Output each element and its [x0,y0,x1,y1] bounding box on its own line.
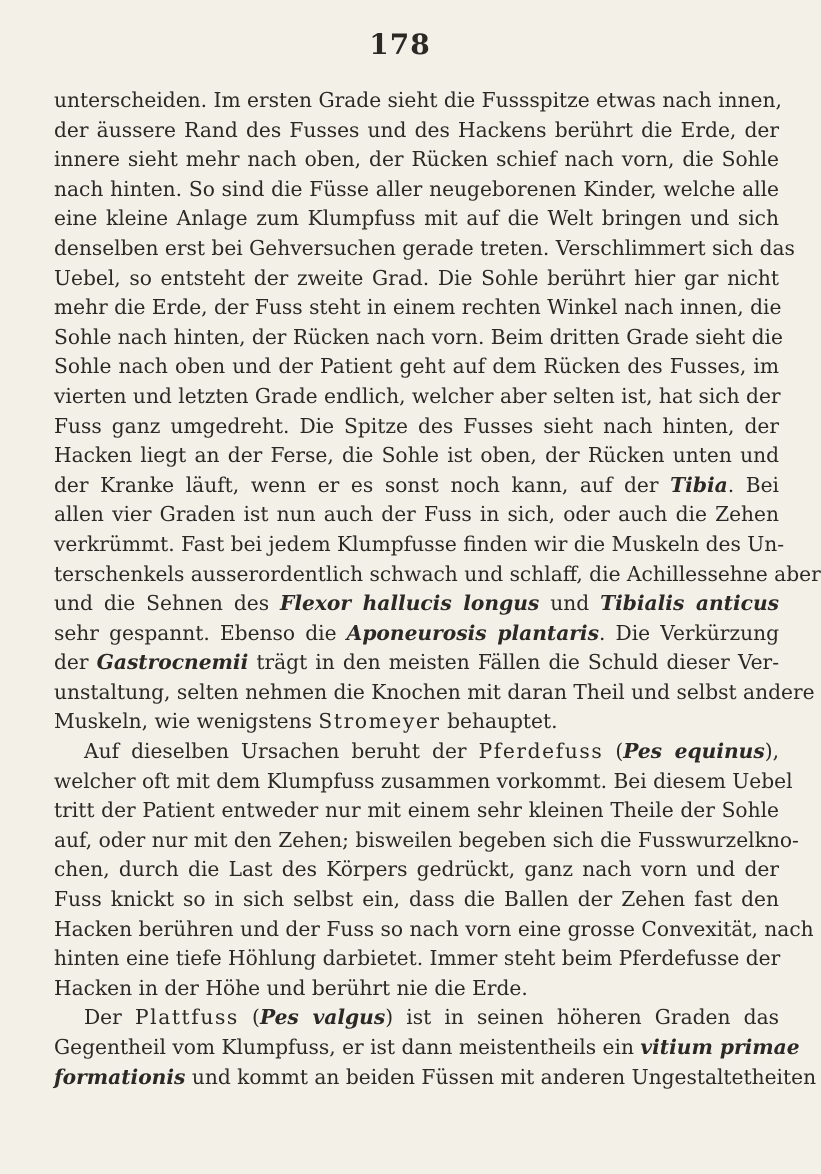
text-line [54,885,779,915]
text-line [54,175,779,205]
text-run: ( [603,739,624,764]
text-run: vierten und letzten Grade endlich, welcher aber selten ist, hat sich der [54,383,781,408]
text-line [54,678,815,708]
text-run: . Bei [727,472,779,497]
text-line [54,619,779,649]
text-run: trägt in den meisten Fällen die Schuld dieser Ver- [248,650,780,675]
emphasized-term: Aponeurosis plantaris [346,620,599,645]
text-run: Uebel, so entsteht der zweite Grad. Die Sohle berührt hier gar nicht [54,265,779,290]
text-line [54,530,785,560]
text-line [54,204,779,234]
text-run: Gegentheil vom Klumpfuss, er ist dann meistentheils ein [54,1035,641,1059]
text-line [54,796,779,826]
text-run: tritt der Patient entweder nur mit einem sehr kleinen Theile der Sohle [54,798,779,823]
text-run: und kommt an beiden Füssen mit anderen Ungestaltetheiten [185,1064,817,1089]
emphasized-term: vitium primae [640,1035,800,1059]
text-run: terschenkels ausserordentlich schwach und schlaff, die Achillessehne aber [54,561,821,586]
text-line [54,1063,817,1093]
emphasized-term: Tibia [670,472,728,497]
text-line [54,855,779,885]
text-run: behauptet. [440,709,558,734]
text-run: chen, durch die Last des Körpers gedrückt, ganz nach vorn und der [54,857,779,882]
spaced-name: Pferdefuss [478,739,604,764]
text-run: unstaltung, selten nehmen die Knochen mit daran Theil und selbst andere [54,679,815,704]
text-run: welcher oft mit dem Klumpfuss zusammen vorkommt. Bei diesem Uebel [54,768,793,793]
text-run: Sohle nach hinten, der Rücken nach vorn. Beim dritten Grade sieht die [54,324,783,349]
text-run: nach hinten. So sind die Füsse aller neugeborenen Kinder, welche alle [54,176,779,201]
text-line [54,707,779,737]
text-run: denselben erst bei Gehversuchen gerade treten. Verschlimmert sich das [54,235,795,260]
text-line [54,826,799,856]
text-line [54,412,779,442]
text-line [54,86,782,116]
emphasized-term: Pes valgus [259,1005,386,1030]
text-line [54,560,821,590]
text-run: verkrümmt. Fast bei jedem Klumpfusse finden wir die Muskeln des Un- [54,531,785,556]
text-run: auf, oder nur mit den Zehen; bisweilen begeben sich die Fusswurzelkno- [54,827,799,852]
text-run: Sohle nach oben und der Patient geht auf dem Rücken des Fusses, im [54,354,779,379]
text-run: und [539,591,601,616]
page-number: 178 [369,28,431,61]
body-text [54,86,821,1092]
text-line [54,1003,779,1033]
text-line [54,589,779,619]
text-line [54,944,779,974]
text-line [54,234,795,264]
text-run: sehr gespannt. Ebenso die [54,620,347,645]
text-run: . Die Verkürzung [598,620,780,645]
text-line [54,648,779,678]
text-run: Hacken liegt an der Ferse, die Sohle ist oben, der Rücken unten und [54,443,779,468]
text-run: Hacken berühren und der Fuss so nach vorn eine grosse Convexität, nach [54,916,814,941]
text-run: mehr die Erde, der Fuss steht in einem rechten Winkel nach innen, die [54,295,782,320]
text-line [54,352,779,382]
text-line [54,145,779,175]
text-line [54,382,779,412]
emphasized-term: Tibialis anticus [600,591,779,616]
emphasized-term: Pes equinus [623,739,765,764]
spaced-name: Plattfuss [134,1005,239,1030]
text-run: Fuss knickt so in sich selbst ein, dass die Ballen der Zehen fast den [54,887,779,912]
text-run: unterscheiden. Im ersten Grade sieht die Fussspitze etwas nach innen, [54,88,782,112]
text-run: Fuss ganz umgedreht. Die Spitze des Fusses sieht nach hinten, der [54,413,779,438]
text-run: ), [764,739,780,764]
emphasized-term: Gastrocnemii [96,650,249,675]
text-run: ( [238,1005,260,1030]
text-line [54,264,779,294]
text-run: ) ist in seinen höheren Graden das [385,1005,779,1030]
text-line [54,767,793,797]
text-run: hinten eine tiefe Höhlung darbietet. Immer steht beim Pferdefusse der [54,946,781,971]
text-line [54,1033,800,1063]
text-line [54,441,779,471]
text-run: Der [84,1005,135,1030]
emphasized-term: formationis [54,1064,186,1089]
text-run: der Kranke läuft, wenn er es sonst noch kann, auf der [54,472,671,497]
text-line [54,915,814,945]
text-run: Muskeln, wie wenigstens [54,709,319,734]
text-line [54,323,783,353]
spaced-name: Stromeyer [318,709,441,734]
text-run: eine kleine Anlage zum Klumpfuss mit auf die Welt bringen und sich [54,206,779,231]
text-line [54,293,782,323]
text-run: allen vier Graden ist nun auch der Fuss in sich, oder auch die Zehen [54,502,779,527]
text-line [54,737,779,767]
text-run: Auf dieselben Ursachen beruht der [84,739,479,764]
text-line [54,974,779,1004]
text-run: und die Sehnen des [54,591,281,616]
text-run: der äussere Rand des Fusses und des Hackens berührt die Erde, der [54,117,779,142]
text-run: Hacken in der Höhe und berührt nie die Erde. [54,975,528,1000]
text-line [54,500,779,530]
text-line [54,471,779,501]
text-run: innere sieht mehr nach oben, der Rücken schief nach vorn, die Sohle [54,147,779,172]
text-line [54,116,779,146]
emphasized-term: Flexor hallucis longus [280,591,540,616]
text-run: der [54,650,97,675]
